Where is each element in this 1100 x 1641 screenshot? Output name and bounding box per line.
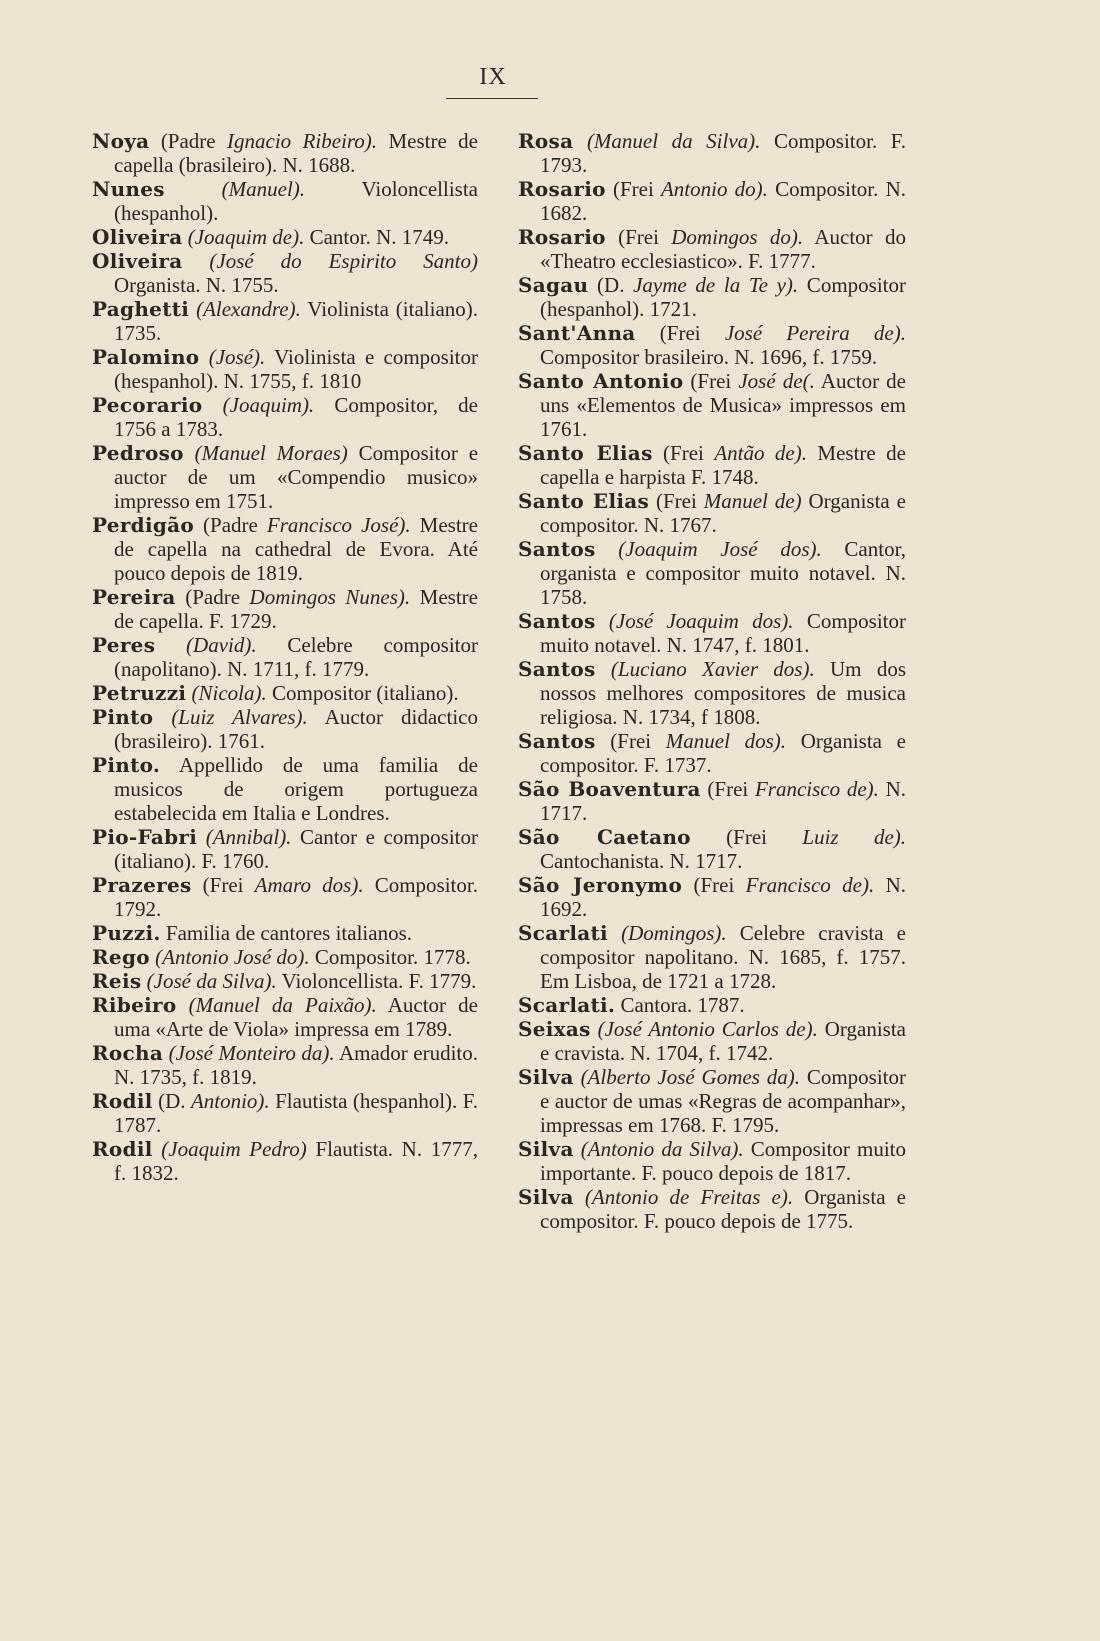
dictionary-entry [518,321,906,369]
entry-name-italic: (Manuel). [221,177,306,201]
entry-name-italic: (Antonio da Silva). [580,1137,744,1161]
entry-headword: São Boaventura [518,777,701,801]
dictionary-entry [92,441,478,513]
entry-prefix: (Padre [194,513,267,537]
entry-name-italic: (José da Silva). [146,969,277,993]
entry-prefix [596,537,619,561]
dictionary-entry [518,1137,906,1185]
entry-headword: Silva [518,1137,574,1161]
dictionary-entry [92,345,478,393]
page-number: IX [479,64,507,90]
entry-description: Celebre cravista e compositor napolitano. N. 1685, f. 1757. Em Lisboa, de 1721 a 1728. [540,921,907,993]
dictionary-entry [518,729,906,777]
entry-prefix [153,1137,162,1161]
dictionary-entry [518,129,906,177]
entry-name-italic: (Nicola). [191,681,267,705]
entry-headword: Pio-Fabri [92,825,198,849]
dictionary-entry [92,1089,478,1137]
entry-description: Familia de cantores italianos. [165,921,412,945]
entry-name-italic: (Joaquim de). [187,225,305,249]
dictionary-entry [518,1017,906,1065]
entry-description: Compositor e auctor de um «Compendio musico» impresso em 1751. [114,441,479,513]
entry-prefix: (Frei [690,825,803,849]
dictionary-entry [518,921,906,993]
entry-name-italic: (Luiz Alvares). [171,705,308,729]
entry-description: Compositor. N. 1682. [540,177,906,225]
entry-headword: Rodil [92,1089,153,1113]
entry-name-italic: (José Antonio Carlos de). [597,1017,818,1041]
entry-prefix: (Padre [149,129,228,153]
entry-prefix [184,441,195,465]
entry-headword: Noya [92,129,150,153]
entry-headword: Rosa [518,129,574,153]
entry-headword: Puzzi. [92,921,161,945]
entry-prefix: (Frei [683,369,739,393]
dictionary-entry [92,1137,478,1185]
entry-prefix: (Frei [682,873,746,897]
left-column [92,129,478,1185]
entry-headword: Palomino [92,345,200,369]
dictionary-entry [92,633,478,681]
header-rule [446,98,538,99]
entry-prefix [182,249,209,273]
entry-headword: Rodil [92,1137,153,1161]
entry-headword: Rosario [518,225,606,249]
entry-prefix: (D. [152,1089,191,1113]
entry-headword: Seixas [518,1017,591,1041]
entry-name-italic: (Joaquim Pedro) [161,1137,307,1161]
dictionary-entry [92,681,478,705]
entry-prefix: (Frei [595,729,666,753]
entry-headword: Pinto. [92,753,161,777]
entry-prefix [574,1137,581,1161]
dictionary-entry [92,753,478,825]
entry-description: Compositor, de 1756 a 1783. [114,393,478,441]
entry-headword: Santo Antonio [518,369,684,393]
entry-name-italic: (José). [208,345,266,369]
dictionary-entry [92,945,478,969]
entry-headword: Perdigão [92,513,195,537]
entry-name-italic: Domingos do). [671,225,804,249]
entry-description: Auctor do «Theatro ecclesiastico». F. 1777. [540,225,906,273]
entry-headword: Peres [92,633,156,657]
entry-prefix: (Frei [649,489,704,513]
entry-description: Compositor (italiano). [266,681,459,705]
entry-description: Compositor. 1792. [114,873,478,921]
entry-description: Cantora. 1787. [620,993,745,1017]
dictionary-entry [518,657,906,729]
entry-headword: São Caetano [518,825,691,849]
dictionary-entry [518,873,906,921]
entry-description: Auctor de uns «Elementos de Musica» impressos em 1761. [540,369,907,441]
entry-description: Compositor. 1778. [309,945,471,969]
entry-name-italic: Antão de). [714,441,807,465]
dictionary-entry [92,873,478,921]
entry-name-italic: Ignacio Ribeiro). [227,129,378,153]
entry-description: Organista e compositor. N. 1767. [540,489,906,537]
entry-headword: Santos [518,537,596,561]
entry-headword: Rocha [92,1041,164,1065]
dictionary-entry [92,225,478,249]
entry-description: Celebre compositor (napolitano). N. 1711, f. 1779. [114,633,478,681]
dictionary-entry [92,129,478,177]
dictionary-entry [518,777,906,825]
dictionary-entry [92,993,478,1041]
entry-description: Mestre de capella na cathedral de Evora. Até pouco depois de 1819. [114,513,478,585]
entry-description: Compositor e auctor de umas «Regras de acompanhar», impressas em 1768. F. 1795. [540,1065,906,1137]
entry-prefix: (Frei [700,777,755,801]
dictionary-entry [518,369,906,441]
entry-description: Flautista (hespanhol). F. 1787. [114,1089,478,1137]
entry-headword: Rego [92,945,150,969]
entry-headword: Sagau [518,273,589,297]
entry-name-italic: Antonio do). [660,177,768,201]
entry-headword: Scarlati. [518,993,616,1017]
entry-headword: Scarlati [518,921,608,945]
entry-headword: Ribeiro [92,993,177,1017]
entry-description: Organista e compositor. F. 1737. [540,729,906,777]
entry-prefix [177,993,189,1017]
entry-description: Violoncellista (hespanhol). [114,177,479,225]
entry-prefix [165,177,222,201]
entry-description: Cantor, organista e compositor muito notavel. N. 1758. [540,537,906,609]
entry-prefix: (Frei [635,321,725,345]
dictionary-entry [518,1065,906,1137]
entry-description: Cantor. N. 1749. [304,225,450,249]
entry-headword: Pereira [92,585,176,609]
entry-prefix: (Frei [605,177,661,201]
entry-prefix [153,705,171,729]
entry-description: N. 1717. [540,777,907,825]
dictionary-entry [92,249,478,297]
dictionary-entry [92,921,478,945]
entry-prefix [197,825,206,849]
entry-description: Appellido de uma familia de musicos de origem portugueza estabelecida em Italia e Londres. [114,753,479,825]
entry-description: Mestre de capella (brasileiro). N. 1688. [114,129,478,177]
entry-name-italic: (Joaquim). [222,393,315,417]
entry-prefix [202,393,222,417]
entry-headword: Nunes [92,177,165,201]
entry-description: Cantor e compositor (italiano). F. 1760. [114,825,478,873]
dictionary-entry [518,489,906,537]
entry-name-italic: José Pereira de). [724,321,906,345]
entry-name-italic: Francisco José). [266,513,411,537]
dictionary-entry [92,585,478,633]
entry-headword: Reis [92,969,142,993]
entry-description: Compositor muito importante. F. pouco depois de 1817. [540,1137,906,1185]
entry-prefix [591,1017,598,1041]
entry-name-italic: (Annibal). [205,825,292,849]
entry-description: Um dos nossos melhores compositores de musica religiosa. N. 1734, f 1808. [540,657,906,729]
entry-name-italic: José de(. [738,369,815,393]
dictionary-entry [518,225,906,273]
entry-headword: Oliveira [92,225,183,249]
entry-name-italic: Manuel de) [703,489,802,513]
entry-name-italic: (José Monteiro da). [168,1041,335,1065]
entry-prefix [199,345,208,369]
entry-description: Auctor didactico (brasileiro). 1761. [114,705,478,753]
entry-name-italic: (Domingos). [621,921,727,945]
entry-headword: Santo Elias [518,489,650,513]
entry-headword: Sant'Anna [518,321,636,345]
dictionary-entry [518,273,906,321]
dictionary-entry [92,969,478,993]
entry-name-italic: (Alexandre). [196,297,301,321]
entry-description: Compositor (hespanhol). 1721. [540,273,906,321]
entry-name-italic: Francisco de). [745,873,875,897]
entry-headword: Prazeres [92,873,192,897]
entry-description: Violinista (italiano). 1735. [114,297,479,345]
entry-description: Violoncellista. F. 1779. [276,969,477,993]
dictionary-entry [92,177,478,225]
entry-name-italic: (José Joaquim dos). [608,609,794,633]
entry-headword: Pecorario [92,393,203,417]
entry-headword: Santos [518,729,596,753]
entry-name-italic: (Luciano Xavier dos). [610,657,815,681]
entry-headword: Pedroso [92,441,184,465]
entry-name-italic: (Manuel Moraes) [194,441,348,465]
entry-headword: São Jeronymo [518,873,683,897]
entry-prefix [160,753,179,777]
entry-headword: Santos [518,657,596,681]
entry-prefix [596,657,611,681]
entry-description: Compositor. F. 1793. [540,129,907,177]
entry-headword: Pinto [92,705,154,729]
entry-description: Mestre de capella e harpista F. 1748. [540,441,906,489]
dictionary-entry [518,1185,906,1233]
dictionary-entry [92,1041,478,1089]
entry-name-italic: Domingos Nunes). [249,585,411,609]
entry-name-italic: (Antonio de Freitas e). [584,1185,794,1209]
dictionary-entry [92,825,478,873]
entry-prefix [574,1065,581,1089]
entry-name-italic: Amaro dos). [254,873,364,897]
entry-description: Cantochanista. N. 1717. [540,849,743,873]
dictionary-entry [92,513,478,585]
entry-headword: Silva [518,1065,574,1089]
entry-name-italic: Luiz de). [802,825,907,849]
entry-prefix [574,1185,585,1209]
entry-name-italic: (Joaquim José dos). [618,537,822,561]
entry-name-italic: (José do Espirito Santo) [209,249,479,273]
right-column [518,129,906,1233]
entry-prefix: (Padre [175,585,250,609]
entry-prefix [608,921,621,945]
dictionary-entry [92,705,478,753]
entry-headword: Santo Elias [518,441,653,465]
entry-prefix: (D. [588,273,634,297]
entry-name-italic: (Alberto José Gomes da). [580,1065,800,1089]
entry-description: N. 1692. [540,873,906,921]
entry-prefix: (Frei [652,441,715,465]
entry-name-italic: Antonio). [190,1089,270,1113]
entry-name-italic: Francisco de). [754,777,879,801]
entry-description: Organista e compositor. F. pouco depois de 1775. [540,1185,906,1233]
entry-description: Auctor de uma «Arte de Viola» impressa em 1789. [114,993,478,1041]
entry-headword: Petruzzi [92,681,187,705]
entry-description: Mestre de capella. F. 1729. [114,585,478,633]
entry-description: Organista. N. 1755. [114,273,279,297]
entry-name-italic: (Manuel da Silva). [586,129,761,153]
entry-headword: Paghetti [92,297,190,321]
entry-prefix [596,609,609,633]
entry-name-italic: Manuel dos). [665,729,787,753]
dictionary-entry [518,825,906,873]
dictionary-entry [92,393,478,441]
dictionary-entry [518,441,906,489]
entry-name-italic: (Antonio José do). [155,945,310,969]
entry-prefix [155,633,186,657]
entry-headword: Santos [518,609,596,633]
entry-prefix [573,129,587,153]
dictionary-entry [518,537,906,609]
entry-headword: Rosario [518,177,606,201]
entry-headword: Silva [518,1185,574,1209]
entry-description: Compositor brasileiro. N. 1696, f. 1759. [540,345,878,369]
entry-name-italic: (David). [186,633,257,657]
dictionary-entry [92,297,478,345]
dictionary-entry [518,993,906,1017]
entry-prefix: (Frei [605,225,672,249]
entry-headword: Oliveira [92,249,183,273]
entry-description: Violinista e compositor (hespanhol). N. 1755, f. 1810 [114,345,478,393]
entry-description: Compositor muito notavel. N. 1747, f. 1801. [540,609,906,657]
entry-name-italic: Jayme de la Te y). [633,273,799,297]
entry-name-italic: (Manuel da Paixão). [188,993,377,1017]
dictionary-entry [518,609,906,657]
entry-description: Amador erudito. N. 1735, f. 1819. [114,1041,479,1089]
entry-description: Organista e cravista. N. 1704, f. 1742. [540,1017,907,1065]
entry-prefix: (Frei [191,873,255,897]
dictionary-entry [518,177,906,225]
entry-description: Flautista. N. 1777, f. 1832. [114,1137,478,1185]
